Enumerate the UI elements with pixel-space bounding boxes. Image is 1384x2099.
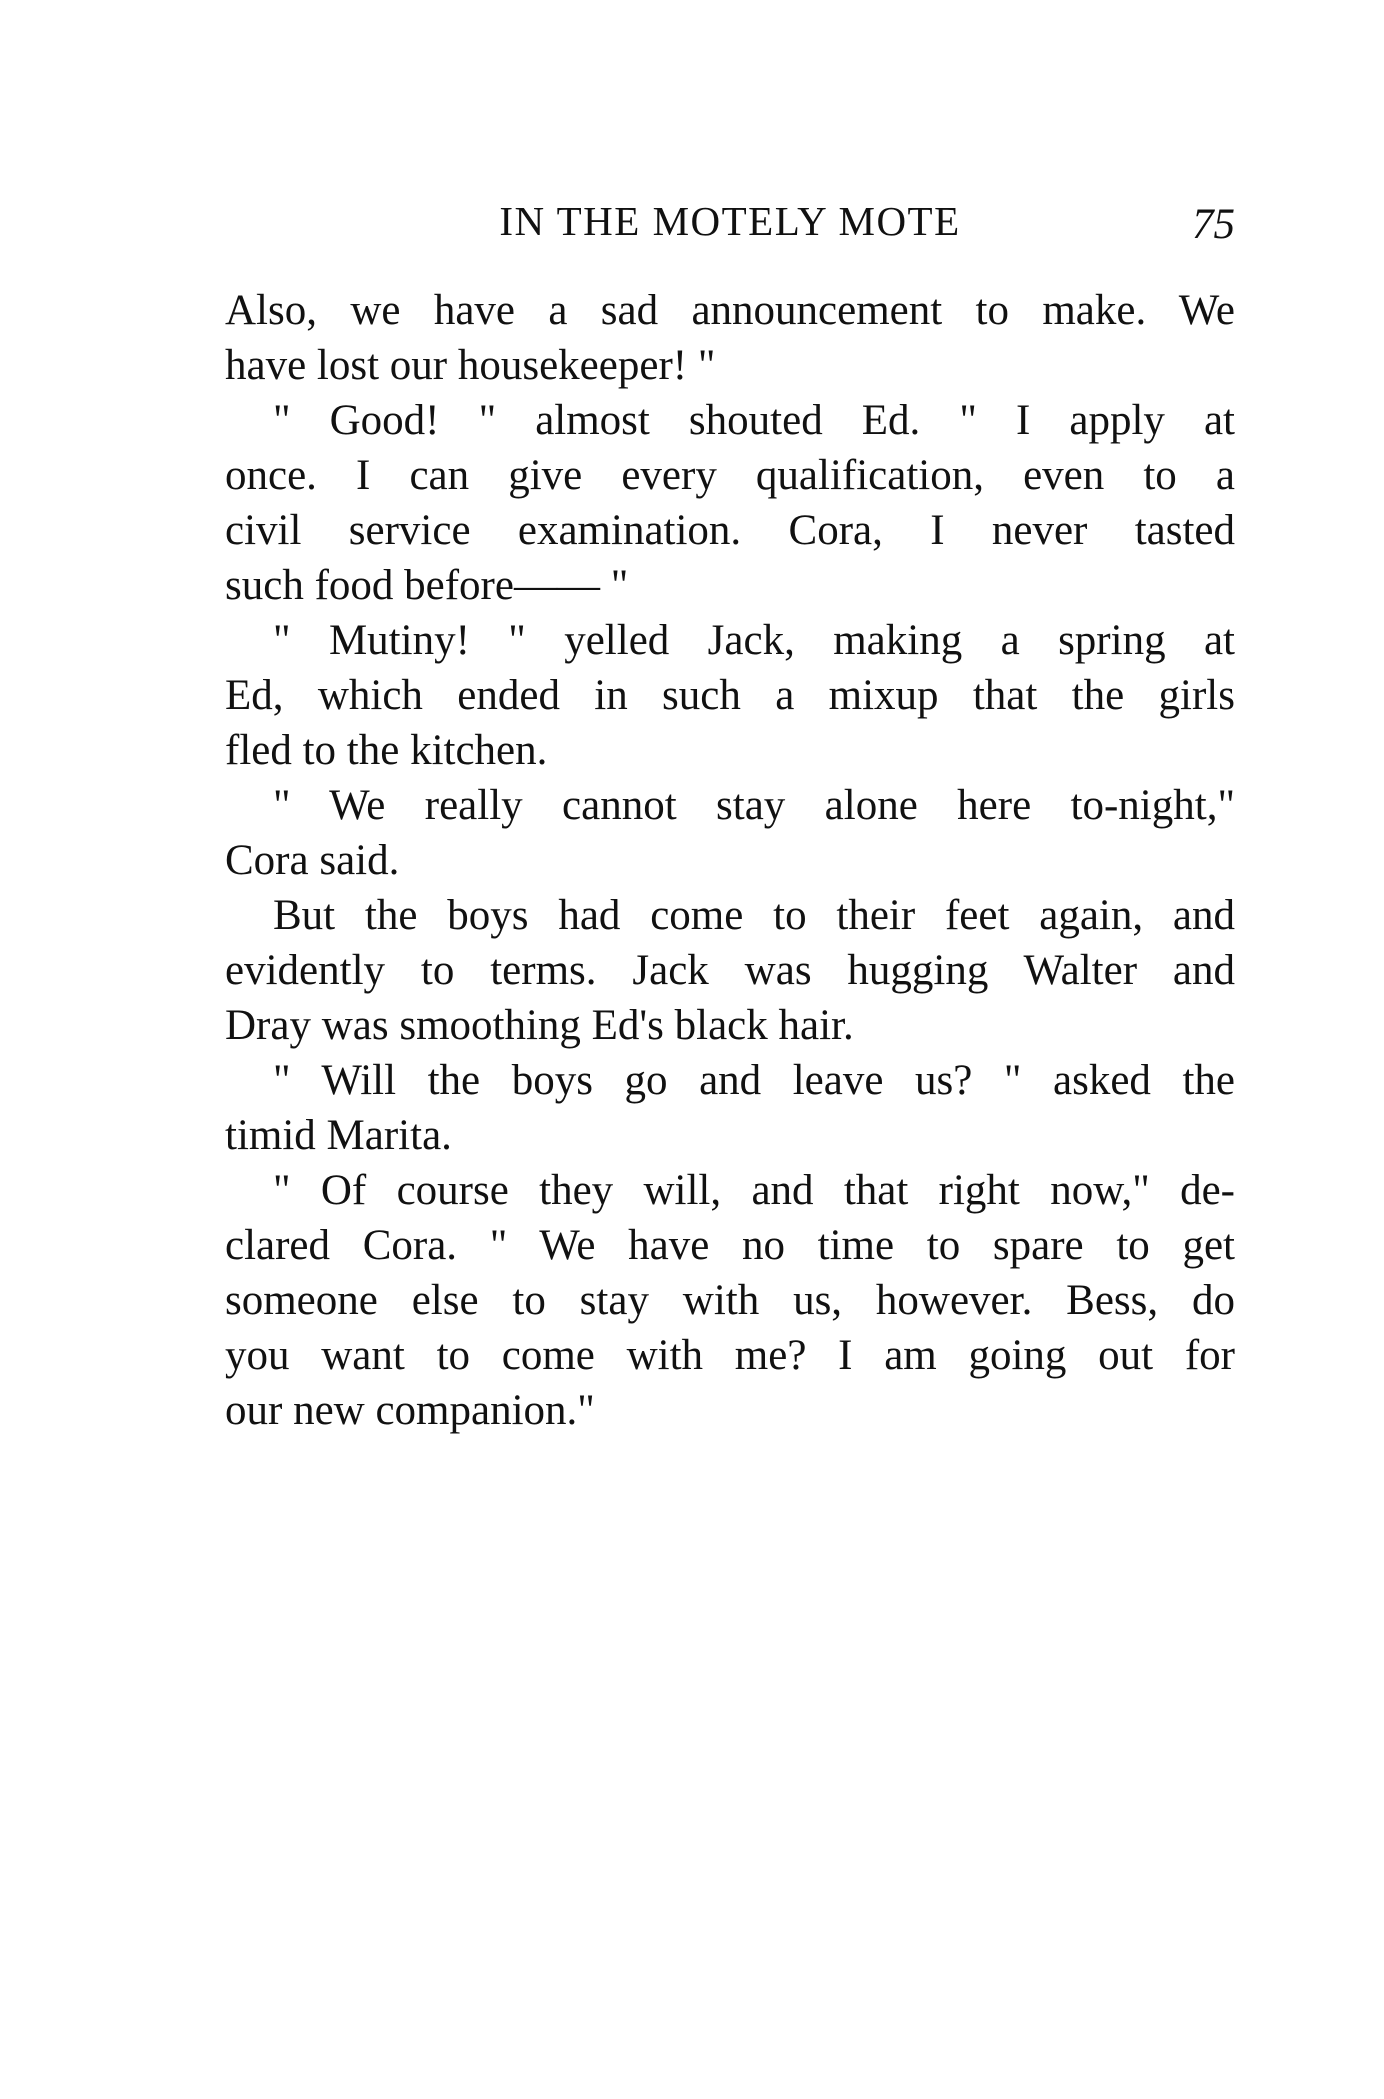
text-line: Also, we have a sad announcement to make. We [225,287,1235,334]
text-line: Cora said. [225,837,400,884]
text-line: " Good! " almost shouted Ed. " I apply at [273,397,1235,444]
text-line: fled to the kitchen. [225,727,548,774]
text-line: such food before—— " [225,562,629,609]
text-line: civil service examination. Cora, I never tasted [225,507,1235,554]
running-head [225,196,1235,256]
running-title: IN THE MOTELY MOTE [499,198,961,244]
text-line: our new companion." [225,1387,595,1434]
text-line: Dray was smoothing Ed's black hair. [225,1002,854,1049]
text-line: " We really cannot stay alone here to-night," [273,782,1235,829]
text-line: once. I can give every qualification, even to a [225,452,1235,499]
text-line: Ed, which ended in such a mixup that the girls [225,672,1235,719]
text-line: " Mutiny! " yelled Jack, making a spring at [273,617,1235,664]
text-line: " Of course they will, and that right now," de- [273,1167,1235,1214]
page-number: 75 [1192,201,1235,248]
text-line: someone else to stay with us, however. Bess, do [225,1277,1235,1324]
text-line: evidently to terms. Jack was hugging Walter and [225,947,1235,994]
text-line: have lost our housekeeper! " [225,342,716,389]
text-line: timid Marita. [225,1112,452,1159]
body-text [225,283,1235,1438]
text-line: clared Cora. " We have no time to spare to get [225,1222,1235,1269]
text-line: " Will the boys go and leave us? " asked the [273,1057,1235,1104]
text-line: But the boys had come to their feet again, and [273,892,1235,939]
text-line: you want to come with me? I am going out for [225,1332,1235,1379]
